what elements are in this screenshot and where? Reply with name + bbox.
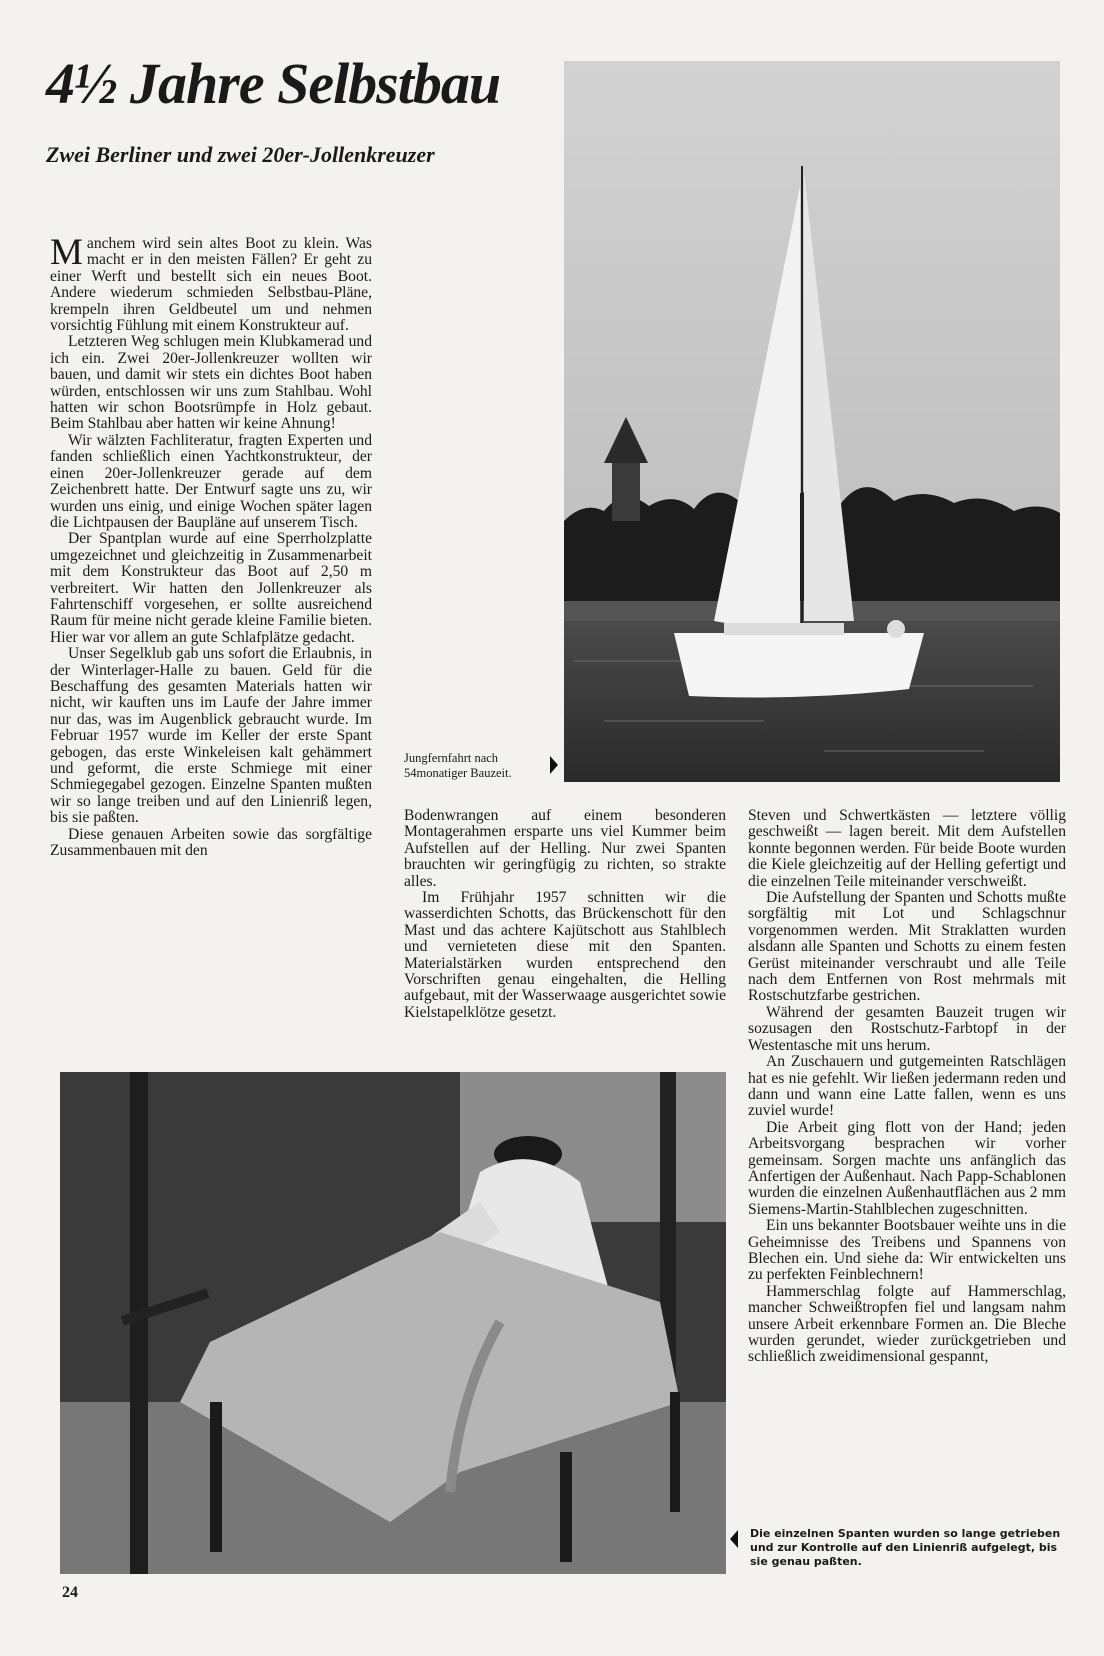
paragraph: Die Aufstellung der Spanten und Schotts mußte sorgfältig mit Lot und Schlagschnur vorgenommen werden. Mit Straklatten wurden alsdann alle Spanten und Schotts zu einem festen Gerüst miteinander verschraubt und alle Teile nach dem Entfernen von Rost mehrmals mit Rostschutzfarbe gestrichen. <box>748 889 1066 1005</box>
column-3 <box>748 808 1066 1366</box>
article-subtitle: Zwei Berliner und zwei 20er-Jollenkreuzer <box>46 142 435 167</box>
paragraph: Wir wälzten Fachliteratur, fragten Experten und fanden schließlich einen Yachtkonstrukteur, der einen 20er-Jollenkreuzer gerade auf dem Zeichenbrett hatte. Der Entwurf sagte uns zu, wir wurden uns einig, und einige Wochen später lagen die Lichtpausen der Baupläne auf unserem Tisch. <box>50 431 372 531</box>
paragraph: Im Frühjahr 1957 schnitten wir die wasserdichten Schotts, das Brückenschott für den Mast und das achtere Kajütschott aus Stahlblech und vernieteten diese mit den Spanten. Materialstärken wurden entsprechend den Vorschriften genau eingehalten, die Helling aufgebaut, mit der Wasserwaage ausgerichtet sowie Kielstapelklötze gesetzt. <box>404 889 726 1021</box>
paragraph <box>50 232 372 335</box>
paragraph: Hammerschlag folgte auf Hammerschlag, mancher Schweißtropfen fiel und langsam nahm unsere Arbeit erkennbare Formen an. Die Bleche wurden gerundet, wieder zurückgetrieben und schließlich zweidimensional gespannt, <box>748 1282 1066 1366</box>
caption-arrow-left-icon <box>730 1530 738 1548</box>
paragraph: Steven und Schwertkästen — letztere völlig geschweißt — lagen bereit. Mit dem Aufstellen konnte begonnen werden. Für beide Boote wurden die Kiele gleichzeitig auf der Helling gefertigt und die einzelnen Teile miteinander verschweißt. <box>748 807 1066 890</box>
paragraph: Letzteren Weg schlugen mein Klubkamerad und ich ein. Zwei 20er-Jollenkreuzer wollten wir bauen, und damit wir stets ein dichtes Boot haben würden, entschlossen wir uns zum Stahlbau. Wohl hatten wir schon Bootsrümpfe in Holz gebaut. Beim Stahlbau aber hatten wir keine Ahnung! <box>50 333 372 433</box>
paragraph: Unser Segelklub gab uns sofort die Erlaubnis, in der Winterlager-Halle zu bauen. Geld für die Beschaffung des gesamten Materials hatten wir nicht, wir kauften uns im Laufe der Jahre immer nur das, was im Augenblick gebraucht wurde. Im Februar 1957 wurde im Keller der erste Spant gebogen, das erste Winkeleisen kalt gehämmert und geformt, die erste Schmiege mit einer Schmiegegabel gezogen. Einzelne Spanten mußten wir so lange treiben und auf den Linienriß legen, bis sie paßten. <box>50 645 372 827</box>
caption-arrow-right-icon <box>550 756 558 774</box>
column-2 <box>404 808 726 1021</box>
paragraph: Der Spantplan wurde auf eine Sperrholzplatte umgezeichnet und gleichzeitig in Zusammenarbeit mit dem Konstrukteur das Boot auf 2,50 m verbreitert. Wir hatten den Jollenkreuzer als Fahrtenschiff vorgesehen, er sollte ausreichend Raum für meine nicht gerade kleine Familie bieten. Hier war vor allem an gute Schlafplätze gedacht. <box>50 530 372 646</box>
sailboat-caption: Jungfernfahrt nach 54monatiger Bauzeit. <box>404 751 512 780</box>
paragraph: Während der gesamten Bauzeit trugen wir sozusagen den Rostschutz-Farbtopf in der Westentasche mit uns herum. <box>748 1003 1066 1054</box>
paragraph: Ein uns bekannter Bootsbauer weihte uns in die Geheimnisse des Treibens und Spannens von Blechen ein. Und siehe da: Wir entwickelten uns zu perfekten Feinblechnern! <box>748 1217 1066 1284</box>
paragraph-text: anchem wird sein altes Boot zu klein. Was macht er in den meisten Fällen? Er geht zu einer Werft und bestellt sich ein neues Boot. Andere wiederum schmieden Selbstbau-Pläne, krempeln ihren Geldbeutel um und nehmen vorsichtig Fühlung mit einem Konstrukteur auf. <box>50 235 372 335</box>
article-title: 4½ Jahre Selbstbau <box>46 51 501 116</box>
paragraph: An Zuschauern und gutgemeinten Ratschlägen hat es nie gefehlt. Wir ließen jedermann reden und dann und wann eine Latte fallen, wenn es uns zuviel wurde! <box>748 1053 1066 1120</box>
page-number: 24 <box>62 1584 78 1601</box>
sailboat-illustration <box>564 61 1060 782</box>
sailboat-photo <box>564 61 1060 782</box>
column-1 <box>50 232 372 860</box>
workshop-photo <box>60 1072 726 1574</box>
workshop-illustration <box>60 1072 726 1574</box>
paragraph: Die Arbeit ging flott von der Hand; jeden Arbeitsvorgang besprachen wir vorher gemeinsam. Sorgen machte uns anfänglich das Anfertigen der Außenhaut. Nach Papp-Schablonen wurden die einzelnen Außenhautflächen aus 2 mm Siemens-Martin-Stahlblechen zugeschnitten. <box>748 1118 1066 1218</box>
paragraph: Bodenwrangen auf einem besonderen Montagerahmen ersparte uns viel Kummer beim Aufstellen auf der Helling. Nur zwei Spanten brauchten wir geringfügig zu richten, so strakte alles. <box>404 807 726 890</box>
drop-cap: M <box>50 232 83 273</box>
paragraph: Diese genauen Arbeiten sowie das sorgfältige Zusammenbauen mit den <box>50 825 372 860</box>
workshop-caption: Die einzelnen Spanten wurden so lange getrieben und zur Kontrolle auf den Linienriß aufgelegt, bis sie genau paßten. <box>750 1527 1061 1568</box>
